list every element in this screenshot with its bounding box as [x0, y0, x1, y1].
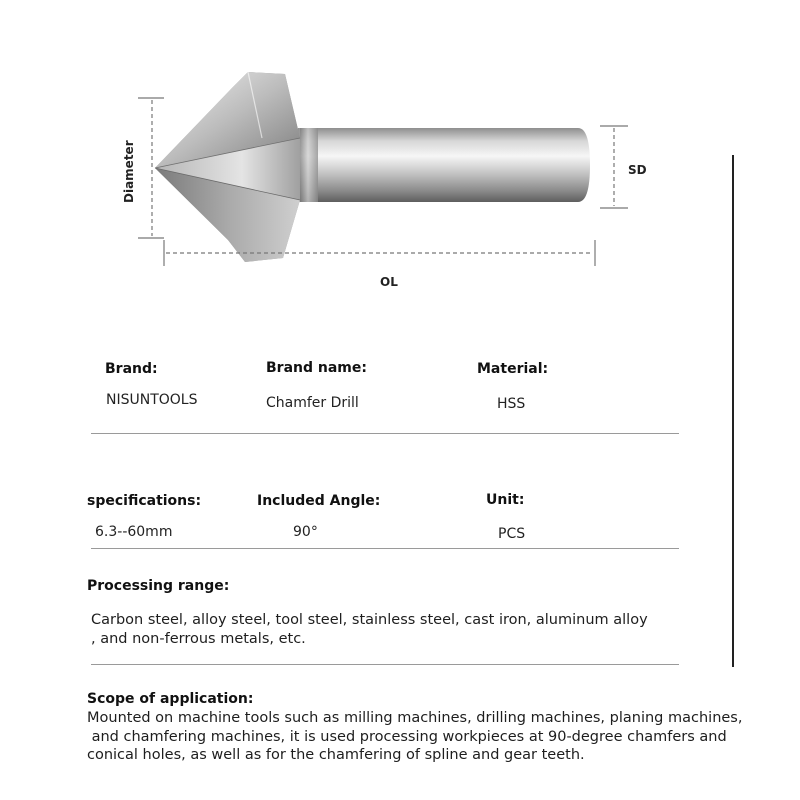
specifications-label: specifications:: [87, 493, 202, 509]
brand-label: Brand:: [105, 361, 158, 377]
scope-of-application-title: Scope of application:: [87, 691, 254, 707]
shank-diameter-label: SD: [628, 163, 647, 177]
processing-range-line1: Carbon steel, alloy steel, tool steel, stainless steel, cast iron, aluminum alloy: [91, 612, 648, 628]
included-angle-label: Included Angle:: [257, 493, 381, 509]
shank-diameter-dimension: [600, 126, 628, 208]
overall-length-label: OL: [380, 275, 398, 289]
processing-range-title: Processing range:: [87, 578, 230, 594]
divider-row1: [91, 433, 679, 434]
specifications-value: 6.3--60mm: [95, 524, 173, 540]
scope-line2: and chamfering machines, it is used processing workpieces at 90-degree chamfers and: [87, 728, 727, 745]
material-value: HSS: [497, 396, 526, 412]
chamfer-drill-diagram: [0, 0, 800, 300]
brand-value: NISUNTOOLS: [106, 392, 198, 408]
diameter-label: Diameter: [122, 140, 136, 203]
divider-row2: [91, 548, 679, 549]
scope-of-application-text: [87, 709, 747, 765]
included-angle-value: 90°: [293, 524, 318, 540]
processing-range-text: [91, 611, 731, 648]
unit-value: PCS: [498, 526, 526, 542]
brand-name-value: Chamfer Drill: [266, 395, 359, 411]
drill-cone-head: [155, 72, 300, 262]
processing-range-line2: , and non-ferrous metals, etc.: [91, 630, 306, 647]
drill-shank: [298, 128, 590, 202]
scope-line1: Mounted on machine tools such as milling machines, drilling machines, planing machines,: [87, 710, 743, 726]
unit-label: Unit:: [486, 492, 525, 508]
overall-length-dimension: [164, 240, 595, 266]
divider-processing: [91, 664, 679, 665]
material-label: Material:: [477, 361, 549, 377]
brand-name-label: Brand name:: [266, 360, 367, 376]
scope-line3: conical holes, as well as for the chamfering of spline and gear teeth.: [87, 747, 585, 763]
right-border-line: [732, 155, 734, 667]
